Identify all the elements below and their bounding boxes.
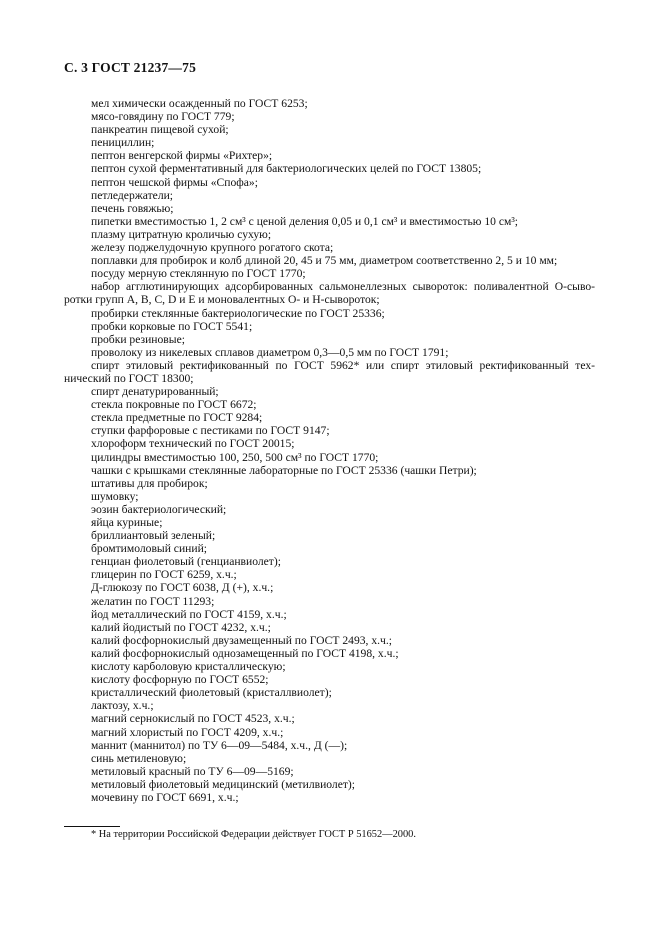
list-line: мел химически осажденный по ГОСТ 6253; [91,97,308,110]
list-line: калий фосфорнокислый однозамещенный по ГОСТ 4198, х.ч.; [91,646,399,660]
list-line: набор агглютинирующих адсорбированных сальмонеллезных сывороток: поливалентной О-сыво- [91,280,595,294]
list-line: панкреатин пищевой сухой; [91,123,229,137]
footnote: * На территории Российской Федерации действует ГОСТ Р 51652—2000. [91,829,416,840]
list-line: хлороформ технический по ГОСТ 20015; [91,437,295,451]
list-line: глицерин по ГОСТ 6259, х.ч.; [91,568,237,582]
list-line: поплавки для пробирок и колб длиной 20, 45 и 75 мм, диаметром соответственно 2, 5 и 10 мм; [91,254,558,268]
list-line: петледержатели; [91,188,174,202]
list-line: пипетки вместимостью 1, 2 см³ с ценой деления 0,05 и 0,1 см³ и вместимостью 10 см³; [91,214,519,228]
list-line: спирт денатурированный; [91,385,219,399]
list-line: кислоту карболовую кристаллическую; [91,660,286,674]
list-line: пробки резиновые; [91,332,185,346]
list-line: пенициллин; [91,136,155,150]
list-line: пептон чешской фирмы «Спофа»; [91,175,258,189]
list-line: мочевину по ГОСТ 6691, х.ч.; [91,790,239,804]
list-line: стекла предметные по ГОСТ 9284; [91,411,263,425]
list-line: штативы для пробирок; [91,476,208,490]
list-line-continuation: ротки групп A, B, C, D и E и моновалентных О- и Н-сывороток; [64,293,380,307]
page-header: С. 3 ГОСТ 21237—75 [64,60,197,75]
list-line: стекла покровные по ГОСТ 6672; [91,398,257,412]
list-line-continuation: нический по ГОСТ 18300; [64,371,194,385]
list-line: мясо-говядину по ГОСТ 779; [91,110,235,124]
list-line: бриллиантовый зеленый; [91,529,216,543]
list-line: магний хлористый по ГОСТ 4209, х.ч.; [91,725,284,739]
list-line: желатин по ГОСТ 11293; [91,594,215,608]
list-line: метиловый фиолетовый медицинский (метилвиолет); [91,777,356,791]
list-line: метиловый красный по ТУ 6—09—5169; [91,764,294,778]
list-line: лактозу, х.ч.; [91,699,154,713]
list-line: калий фосфорнокислый двузамещенный по ГОСТ 2493, х.ч.; [91,633,392,647]
list-line: калий йодистый по ГОСТ 4232, х.ч.; [91,620,271,634]
list-line: Д-глюкозу по ГОСТ 6038, Д (+), х.ч.; [91,581,274,595]
list-line: железу поджелудочную крупного рогатого скота; [91,241,334,255]
list-line: кристаллический фиолетовый (кристаллвиолет); [91,686,332,700]
list-line: генциан фиолетовый (генцианвиолет); [91,555,281,569]
list-line: синь метиленовую; [91,751,187,765]
list-line: печень говяжью; [91,201,174,215]
list-line: пептон сухой ферментативный для бактериологических целей по ГОСТ 13805; [91,162,482,176]
list-line: проволоку из никелевых сплавов диаметром 0,3—0,5 мм по ГОСТ 1791; [91,345,449,359]
list-line: яйца куриные; [91,516,163,529]
list-line: спирт этиловый ректификованный по ГОСТ 5962* или спирт этиловый ректификованный тех- [91,358,595,372]
list-line: пробирки стеклянные бактериологические по ГОСТ 25336; [91,306,385,320]
list-line: пробки корковые по ГОСТ 5541; [91,319,253,333]
list-line: чашки с крышками стеклянные лабораторные по ГОСТ 25336 (чашки Петри); [91,463,477,477]
list-line: эозин бактериологический; [91,502,227,516]
list-line: плазму цитратную кроличью сухую; [91,227,272,241]
footnote-divider [64,826,120,827]
list-line: ступки фарфоровые с пестиками по ГОСТ 9147; [91,424,330,438]
list-line: кислоту фосфорную по ГОСТ 6552; [91,673,269,687]
list-line: шумовку; [91,489,139,503]
list-line: цилиндры вместимостью 100, 250, 500 см³ по ГОСТ 1770; [91,450,379,464]
list-line: маннит (маннитол) по ТУ 6—09—5484, х.ч., Д (—); [91,738,348,752]
list-line: йод металлический по ГОСТ 4159, х.ч.; [91,607,287,621]
list-line: посуду мерную стеклянную по ГОСТ 1770; [91,267,306,281]
list-line: пептон венгерской фирмы «Рихтер»; [91,149,273,163]
list-line: бромтимоловый синий; [91,542,207,556]
list-line: магний сернокислый по ГОСТ 4523, х.ч.; [91,712,295,726]
reagent-list [64,97,595,804]
